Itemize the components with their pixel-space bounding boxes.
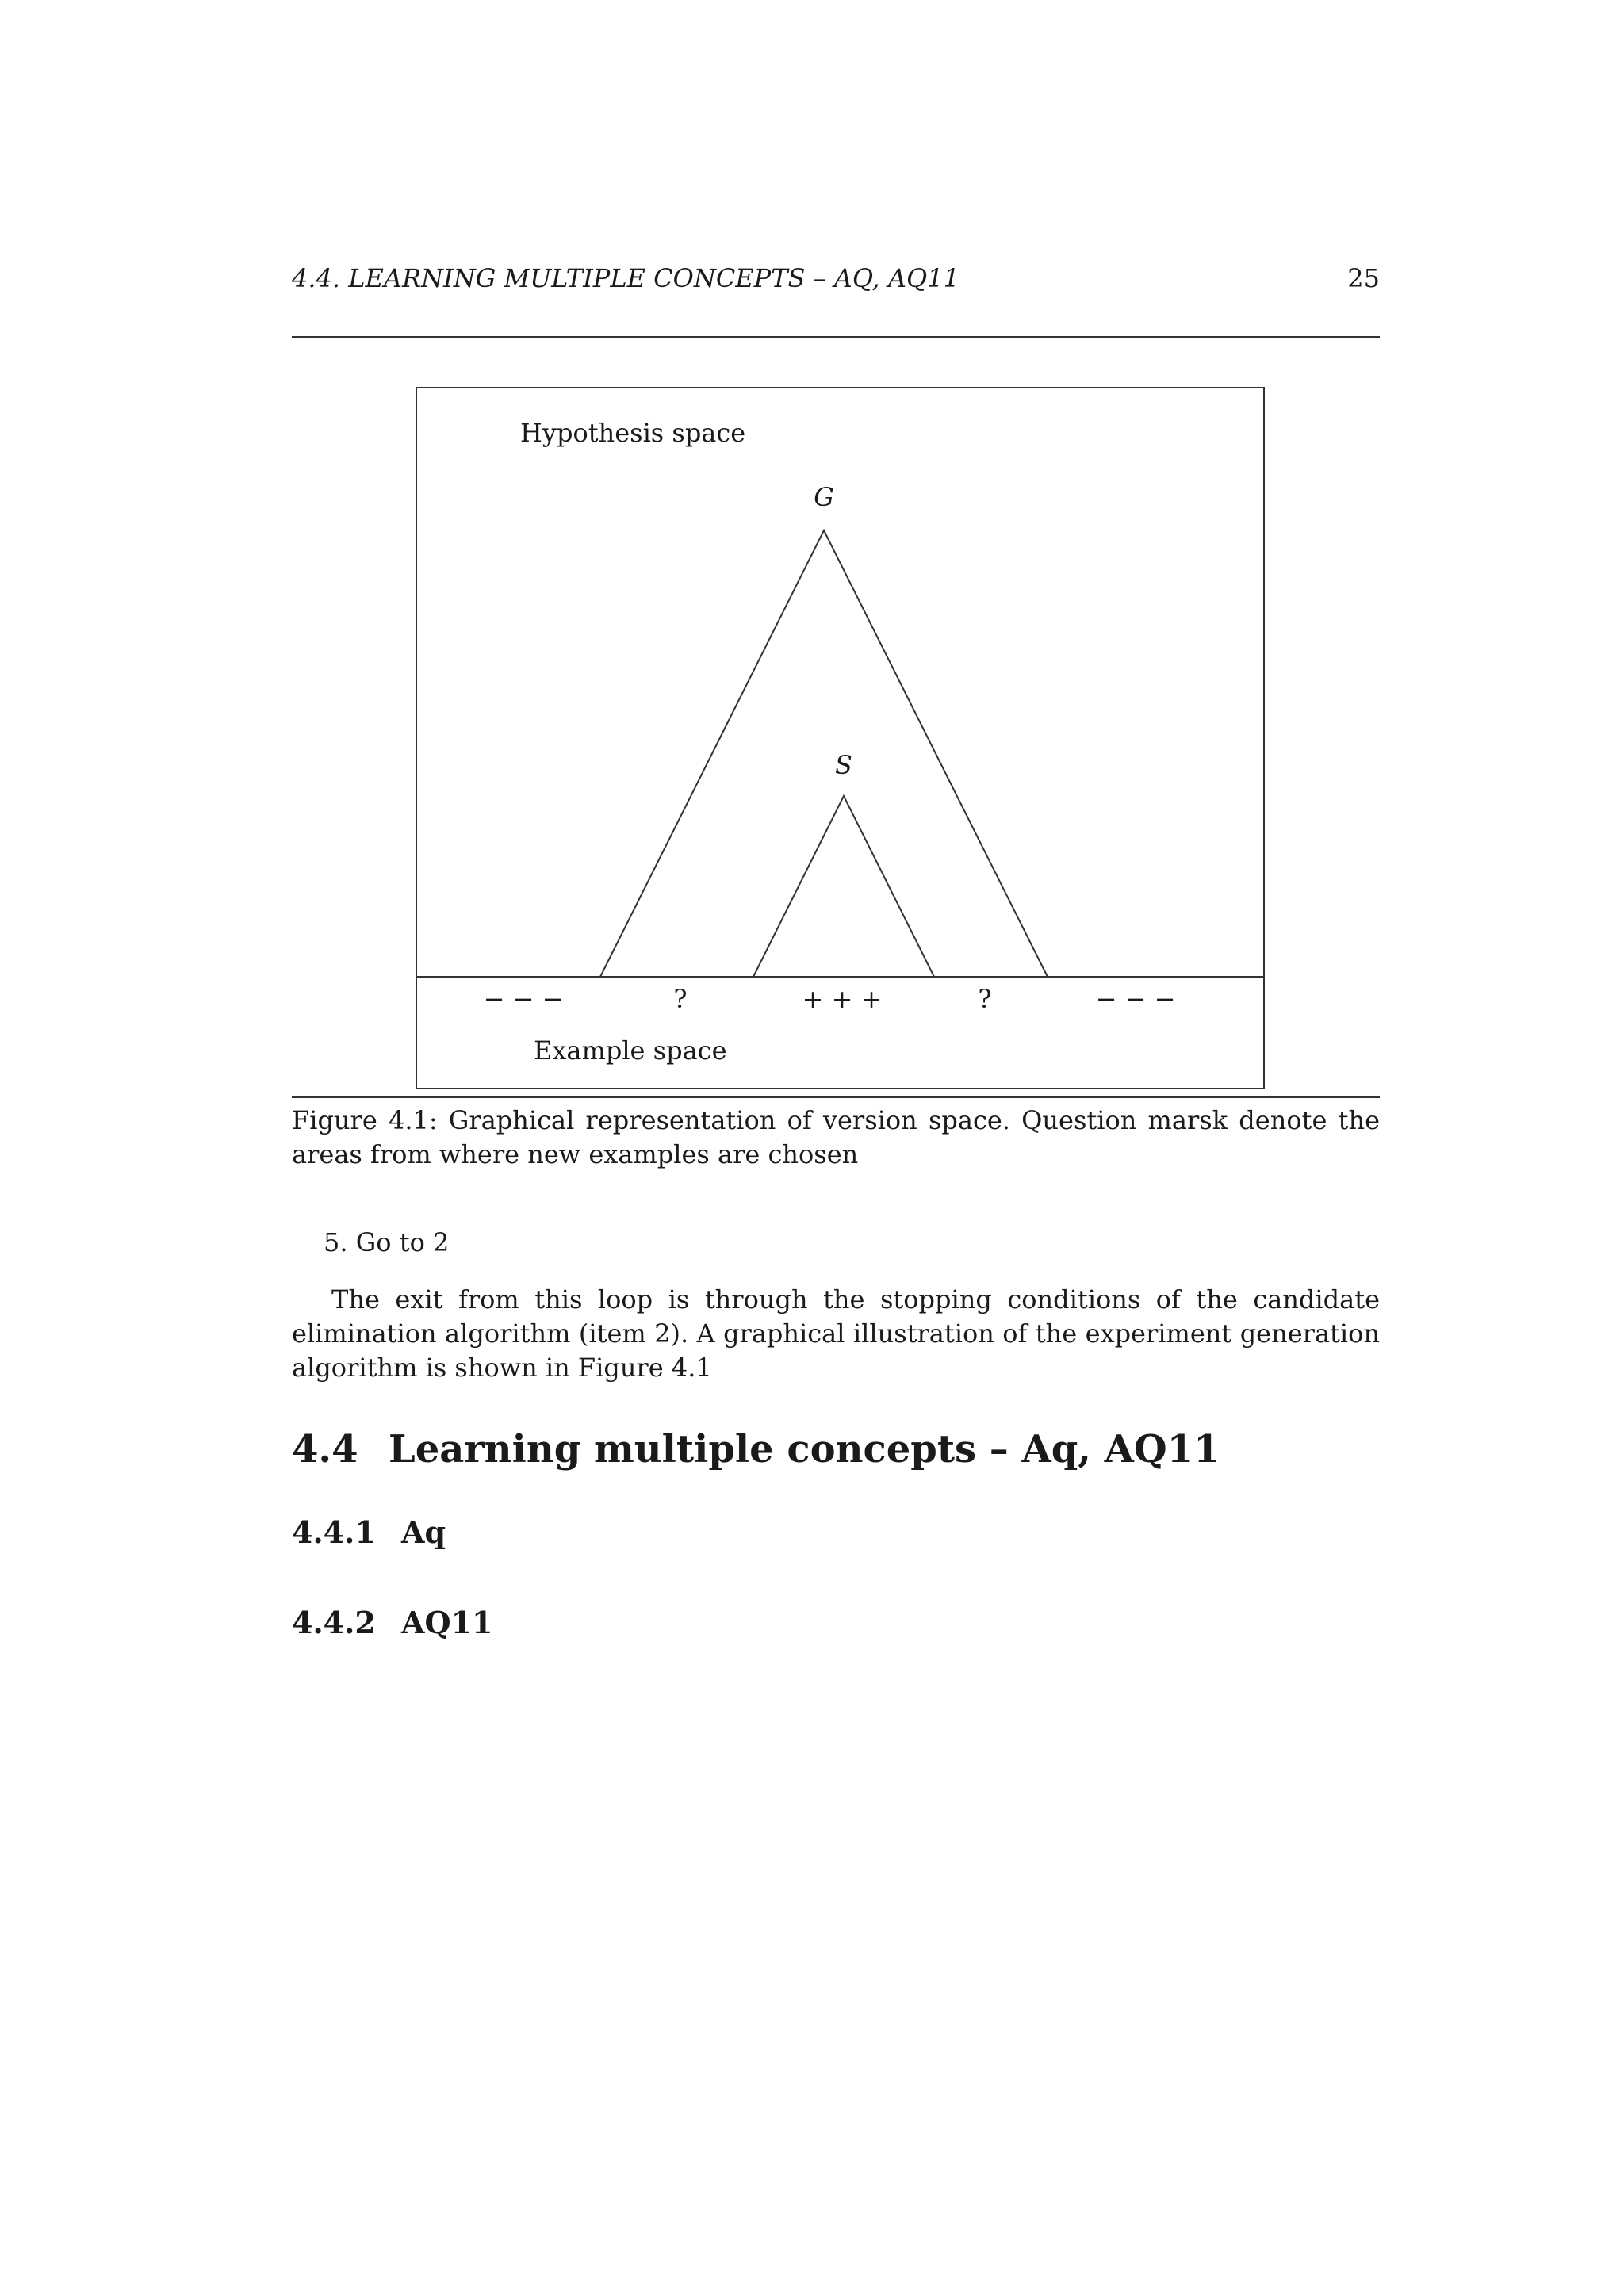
- subsection-number: 4.4.1: [292, 1514, 376, 1550]
- running-title: 4.4. LEARNING MULTIPLE CONCEPTS – AQ, AQ11: [292, 263, 959, 293]
- section-title: Learning multiple concepts – Aq, AQ11: [389, 1427, 1220, 1471]
- figure-rule: [292, 1096, 1380, 1098]
- figure-caption: Figure 4.1: Graphical representation of version space. Question marsk denote the areas from where new examples are chosen: [292, 1105, 1380, 1169]
- positive-examples: + + +: [802, 984, 883, 1014]
- subsection-number: 4.4.2: [292, 1605, 376, 1640]
- subsection-heading-aq: [292, 1514, 446, 1550]
- subsection-title: Aq: [401, 1514, 446, 1550]
- negative-examples-right: − − −: [1095, 984, 1176, 1014]
- negative-examples-left: − − −: [483, 984, 564, 1014]
- list-item: 5. Go to 2: [324, 1227, 450, 1257]
- hypothesis-space-label: Hypothesis space: [520, 418, 746, 448]
- subsection-heading-aq11: [292, 1605, 492, 1640]
- g-boundary-triangle: [600, 530, 1048, 977]
- s-label: S: [835, 750, 852, 780]
- body-paragraph: The exit from this loop is through the stopping conditions of the candidate elimination algorithm (item 2). A graphical illustration of the experiment generation algorithm is shown in Figure 4.1: [292, 1284, 1380, 1383]
- section-number: 4.4: [292, 1427, 358, 1471]
- g-label: G: [814, 482, 834, 512]
- subsection-title: AQ11: [401, 1605, 493, 1640]
- uncertain-region-left: ?: [673, 984, 688, 1014]
- page-number: 25: [1347, 263, 1380, 293]
- section-heading: [292, 1427, 1220, 1471]
- uncertain-region-right: ?: [978, 984, 992, 1014]
- s-boundary-triangle: [753, 796, 934, 977]
- example-space-label: Example space: [534, 1035, 727, 1066]
